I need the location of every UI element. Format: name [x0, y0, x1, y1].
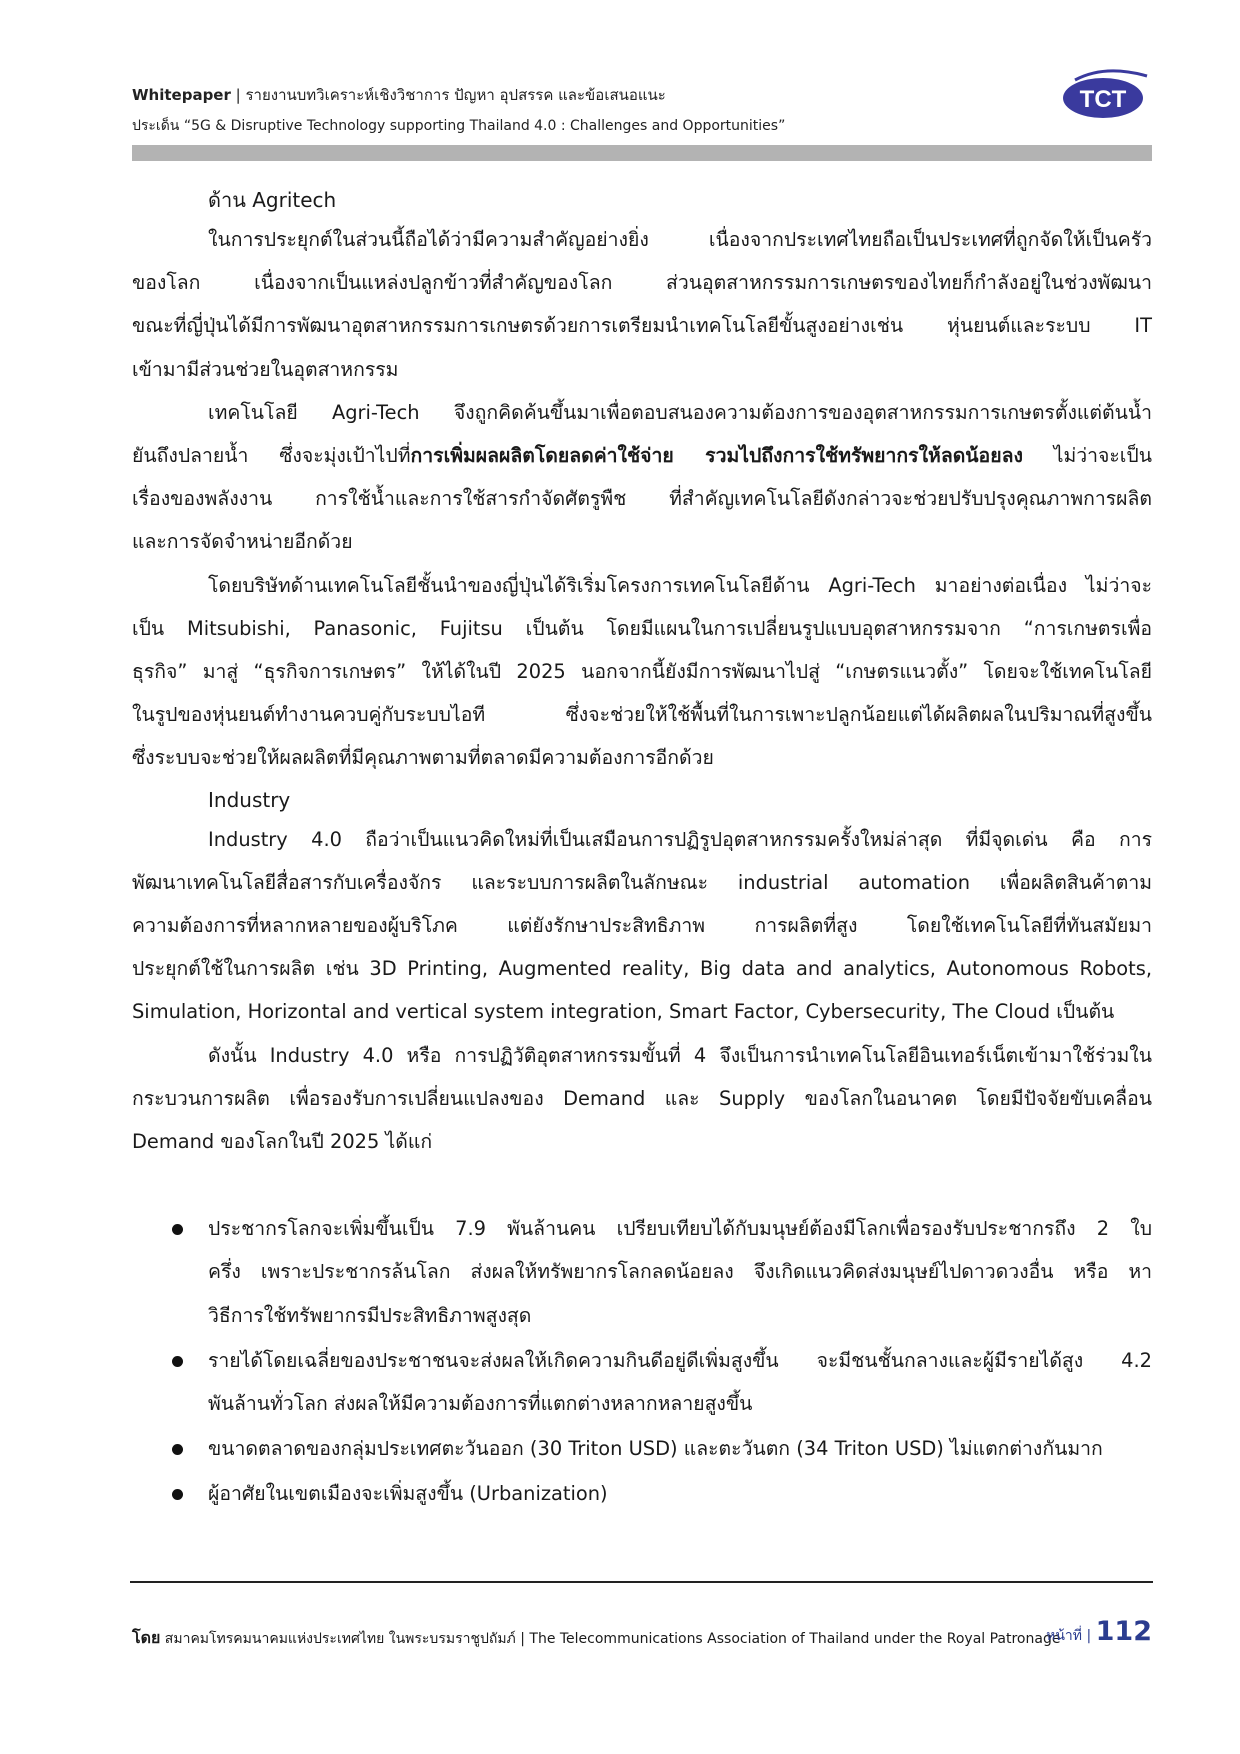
spacer	[132, 1163, 1152, 1207]
text-line: ประยุกต์ใช้ในการผลิต เช่น 3D Printing, Augmented reality, Big data and analytics, Autonomous Robots,	[132, 957, 1152, 981]
page-number: 112	[1095, 1616, 1152, 1647]
industry-heading: Industry	[208, 787, 291, 812]
text-line: ครึ่ง เพราะประชากรล้นโลก ส่งผลให้ทรัพยากรโลกลดน้อยลง จึงเกิดแนวคิดส่งมนุษย์ไปดาวดวงอื่น หรือ หา	[208, 1260, 1152, 1284]
tct-logo	[1055, 66, 1155, 126]
text-line: ในรูปของหุ่นยนต์ทำงานควบคู่กับระบบไอที ซึ่งจะช่วยให้ใช้พื้นที่ในการเพาะปลูกน้อยแต่ได้ผลิตผลในปริมาณที่สูงขึ้น	[132, 703, 1152, 727]
bullet-icon	[172, 1489, 183, 1500]
bold-emphasis: การเพิ่มผลผลิตโดยลดค่าใช้จ่าย รวมไปถึงการใช้ทรัพยากรให้ลดน้อยลง	[410, 444, 1023, 468]
agritech-paragraph-1	[132, 218, 1152, 391]
page-number-block	[1046, 1616, 1152, 1647]
text-line: ขณะที่ญี่ปุ่นได้มีการพัฒนาอุตสาหกรรมการเกษตรด้วยการเตรียมนำเทคโนโลยีขั้นสูงอย่างเช่น หุ่นยนต์และระบบ IT	[132, 314, 1152, 338]
agritech-paragraph-2	[132, 391, 1152, 564]
text-line: พัฒนาเทคโนโลยีสื่อสารกับเครื่องจักร และระบบการผลิตในลักษณะ industrial automation เพื่อผลิตสินค้าตาม	[132, 870, 1152, 894]
agritech-paragraph-3	[132, 564, 1152, 780]
header-subtitle: ประเด็น “5G & Disruptive Technology supporting Thailand 4.0 : Challenges and Opportunities”	[132, 118, 786, 134]
demand-drivers-list	[132, 1207, 1152, 1515]
list-item	[132, 1207, 1152, 1337]
text-segment: ยันถึงปลายน้ำ ซึ่งจะมุ่งเป้าไปที่	[132, 444, 411, 468]
text-line: พันล้านทั่วโลก ส่งผลให้มีความต้องการที่แตกต่างหลากหลายสูงขึ้น	[208, 1392, 753, 1416]
text-line: วิธีการใช้ทรัพยากรมีประสิทธิภาพสูงสุด	[208, 1303, 532, 1327]
footer-credit	[132, 1626, 1060, 1651]
list-item	[132, 1339, 1152, 1425]
bullet-icon	[172, 1224, 183, 1235]
industry-paragraph-2	[132, 1034, 1152, 1164]
agritech-heading: ด้าน Agritech	[208, 188, 337, 212]
list-item	[132, 1472, 1152, 1515]
text-line: Demand ของโลกในปี 2025 ได้แก่	[132, 1130, 433, 1154]
text-line: Industry 4.0 ถือว่าเป็นแนวคิดใหม่ที่เป็นเสมือนการปฏิรูปอุตสาหกรรมครั้งใหม่ล่าสุด ที่มีจุดเด่น คือ การ	[208, 827, 1152, 851]
text-line: เทคโนโลยี Agri-Tech จึงถูกคิดค้นขึ้นมาเพื่อตอบสนองความต้องการของอุตสาหกรรมการเกษตรตั้งแต่ต้นน้ำ	[208, 400, 1152, 424]
text-line: และการจัดจำหน่ายอีกด้วย	[132, 530, 353, 554]
text-line: โดยบริษัทด้านเทคโนโลยีชั้นนำของญี่ปุ่นได้ริเริ่มโครงการเทคโนโลยีด้าน Agri-Tech มาอย่างต่อเนื่อง ไม่ว่าจะ	[208, 573, 1152, 597]
page-footer	[132, 1616, 1152, 1658]
text-line: ความต้องการที่หลากหลายของผู้บริโภค แต่ยังรักษาประสิทธิภาพ การผลิตที่สูง โดยใช้เทคโนโลยีที่ทันสมัยมา	[132, 914, 1152, 938]
text-line: ขนาดตลาดของกลุ่มประเทศตะวันออก (30 Triton USD) และตะวันตก (34 Triton USD) ไม่แตกต่างกันมาก	[208, 1437, 1103, 1461]
text-line: ของโลก เนื่องจากเป็นแหล่งปลูกข้าวที่สำคัญของโลก ส่วนอุตสาหกรรมการเกษตรของไทยก็กำลังอยู่ในช่วงพัฒนา	[132, 271, 1152, 295]
header-label-rest: | รายงานบทวิเคราะห์เชิงวิชาการ ปัญหา อุปสรรค และข้อเสนอแนะ	[230, 86, 666, 104]
text-line: รายได้โดยเฉลี่ยของประชาชนจะส่งผลให้เกิดความกินดีอยู่ดีเพิ่มสูงขึ้น จะมีชนชั้นกลางและผู้มีรายได้สูง 4.2	[208, 1348, 1152, 1372]
header-divider-bar	[132, 145, 1152, 161]
header-title	[132, 83, 666, 107]
industry-paragraph-1	[132, 818, 1152, 1034]
footer-divider	[130, 1581, 1153, 1583]
text-line-mixed	[132, 434, 1152, 477]
text-line: ประชากรโลกจะเพิ่มขึ้นเป็น 7.9 พันล้านคน เปรียบเทียบได้กับมนุษย์ต้องมีโลกเพื่อรองรับประชากรถึง 2 ใบ	[208, 1217, 1152, 1241]
text-line: กระบวนการผลิต เพื่อรองรับการเปลี่ยนแปลงของ Demand และ Supply ของโลกในอนาคต โดยมีปัจจัยขับเคลื่อน	[132, 1086, 1152, 1110]
logo-text: TCT	[1079, 86, 1127, 113]
text-line: เข้ามามีส่วนช่วยในอุตสาหกรรม	[132, 357, 399, 381]
text-segment: ไม่ว่าจะเป็น	[1022, 444, 1152, 468]
text-line: ดังนั้น Industry 4.0 หรือ การปฏิวัติอุตสาหกรรมขั้นที่ 4 จึงเป็นการนำเทคโนโลยีอินเทอร์เน็ตเข้ามาใช้ร่วมใน	[208, 1043, 1152, 1067]
text-line: ผู้อาศัยในเขตเมืองจะเพิ่มสูงขึ้น (Urbanization)	[208, 1482, 608, 1506]
page-label: หน้าที่ |	[1046, 1628, 1092, 1644]
bullet-icon	[172, 1356, 183, 1367]
text-line: ซึ่งระบบจะช่วยให้ผลผลิตที่มีคุณภาพตามที่ตลาดมีความต้องการอีกด้วย	[132, 746, 714, 770]
header-label-bold: Whitepaper	[132, 86, 231, 104]
page-content	[132, 182, 1152, 1518]
footer-by: โดย	[132, 1628, 161, 1647]
bullet-icon	[172, 1444, 183, 1455]
text-line: ในการประยุกต์ในส่วนนี้ถือได้ว่ามีความสำคัญอย่างยิ่ง เนื่องจากประเทศไทยถือเป็นประเทศที่ถูกจัดให้เป็นครัว	[208, 228, 1152, 251]
text-line: เป็น Mitsubishi, Panasonic, Fujitsu เป็นต้น โดยมีแผนในการเปลี่ยนรูปแบบอุตสาหกรรมจาก “การเกษตรเพื่อ	[132, 616, 1152, 640]
text-line: ธุรกิจ” มาสู่ “ธุรกิจการเกษตร” ให้ได้ในปี 2025 นอกจากนี้ยังมีการพัฒนาไปสู่ “เกษตรแนวตั้ง” โดยจะใช้เทคโนโลยี	[132, 660, 1152, 684]
text-line: Simulation, Horizontal and vertical system integration, Smart Factor, Cybersecurity, The Cloud เป็นต้น	[132, 1000, 1115, 1024]
list-item	[132, 1427, 1152, 1470]
footer-org: สมาคมโทรคมนาคมแห่งประเทศไทย ในพระบรมราชูปถัมภ์ | The Telecommunications Association of Thailand under the Royal Patronage	[160, 1631, 1061, 1647]
text-line: เรื่องของพลังงาน การใช้น้ำและการใช้สารกำจัดศัตรูพืช ที่สำคัญเทคโนโลยีดังกล่าวจะช่วยปรับปรุงคุณภาพการผลิต	[132, 487, 1152, 511]
